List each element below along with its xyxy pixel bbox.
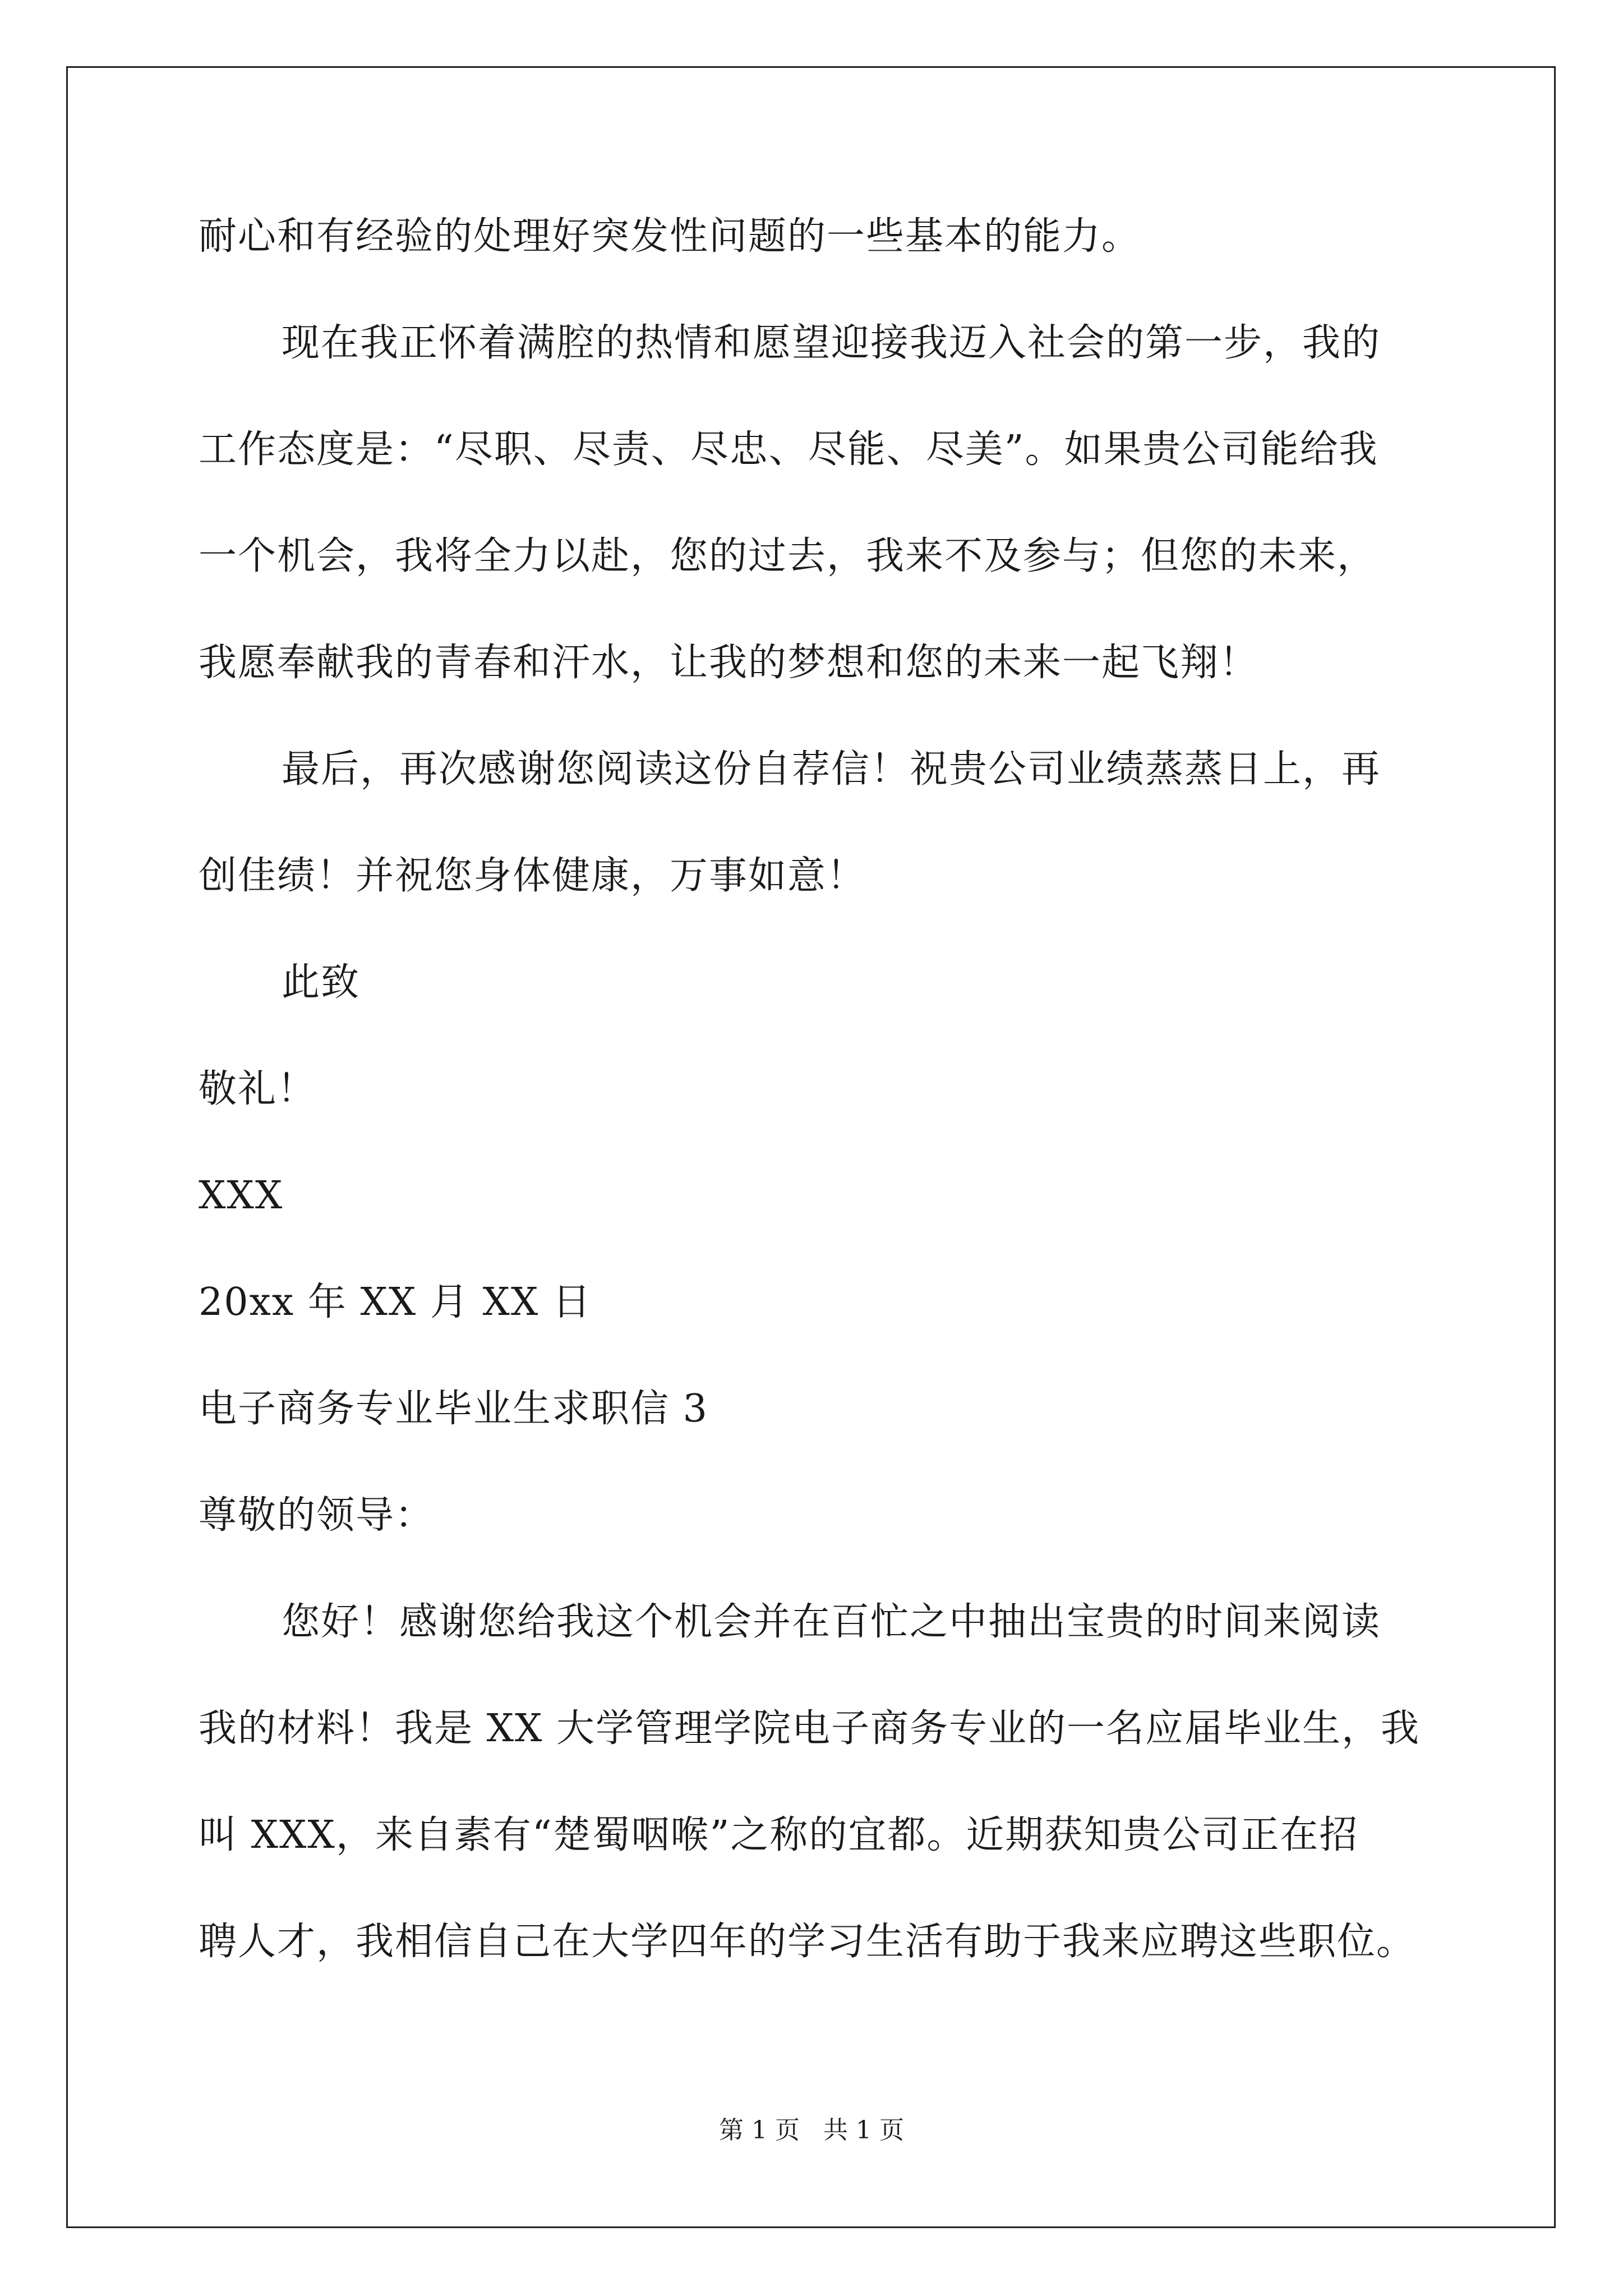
paragraph-line: 最后，再次感谢您阅读这份自荐信！祝贵公司业绩蒸蒸日上，再 [282,747,1381,792]
paragraph-line: 叫 XXX，来自素有“楚蜀咽喉”之称的宜都。近期获知贵公司正在招 [199,1813,1359,1857]
paragraph-line: 工作态度是：“尽职、尽责、尽忠、尽能、尽美”。如果贵公司能给我 [199,427,1378,472]
signature-name: XXX [199,1174,284,1218]
paragraph-line: 您好！感谢您给我这个机会并在百忙之中抽出宝贵的时间来阅读 [282,1600,1381,1644]
paragraph-line: 耐心和有经验的处理好突发性问题的一些基本的能力。 [199,214,1141,259]
greeting-line: 尊敬的领导： [199,1493,435,1538]
paragraph-line: 一个机会，我将全力以赴，您的过去，我来不及参与；但您的未来， [199,534,1377,578]
signature-date: 20xx 年 XX 月 XX 日 [199,1280,592,1324]
section-title: 电子商务专业毕业生求职信 3 [199,1387,708,1431]
paragraph-line: 我愿奉献我的青春和汗水，让我的梦想和您的未来一起飞翔！ [199,641,1259,685]
page-footer: 第 1 页 共 1 页 [719,2116,904,2145]
paragraph-line: 现在我正怀着满腔的热情和愿望迎接我迈入社会的第一步，我的 [282,321,1381,365]
closing-line: 此致 [282,960,361,1005]
paragraph-line: 聘人才，我相信自己在大学四年的学习生活有助于我来应聘这些职位。 [199,1920,1416,1964]
document-body [199,214,1466,2030]
paragraph-line: 我的材料！我是 XX 大学管理学院电子商务专业的一名应届毕业生，我 [199,1706,1421,1751]
paragraph-line: 创佳绩！并祝您身体健康，万事如意！ [199,854,866,898]
salutation-line: 敬礼！ [199,1067,317,1111]
